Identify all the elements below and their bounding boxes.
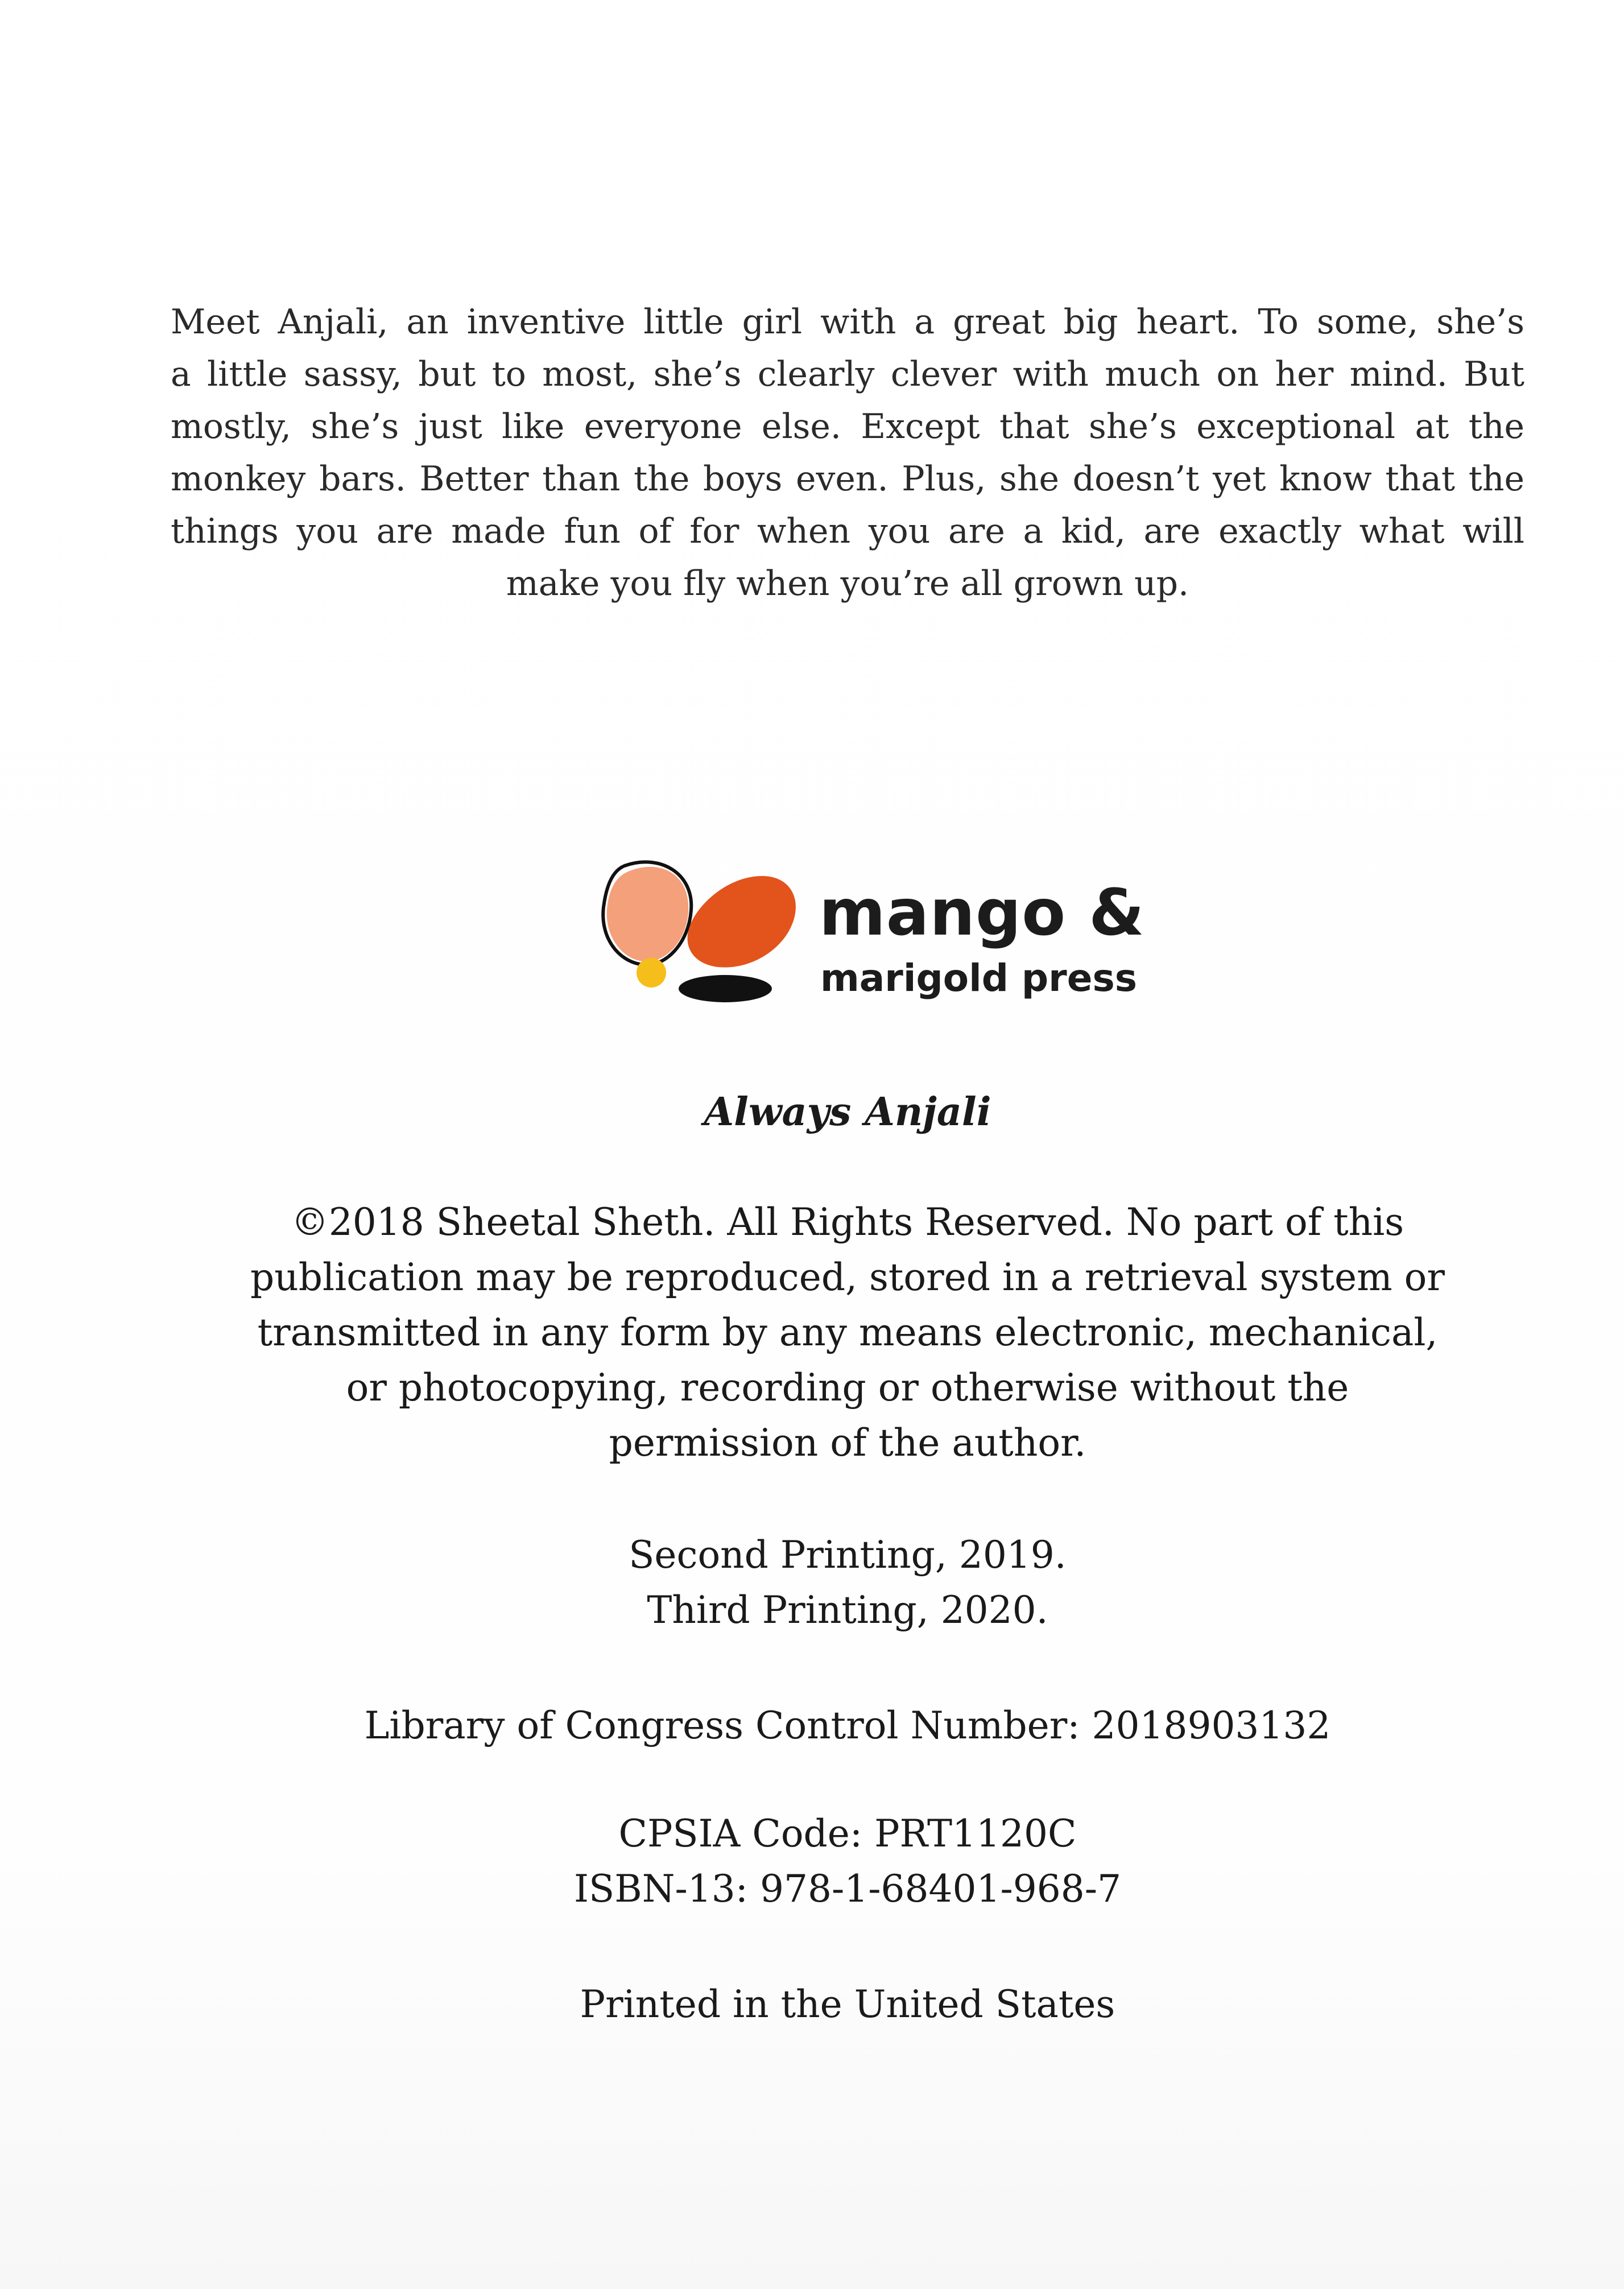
blurb-line: a little sassy, but to most, she’s clearly clever with much on her mind. But	[171, 354, 1524, 394]
publisher-name-line2: marigold press	[820, 956, 1138, 1000]
blurb-line: things you are made fun of for when you are a kid, are exactly what will	[171, 511, 1524, 551]
blurb-line: monkey bars. Better than the boys even. Plus, she doesn’t yet know that the	[171, 459, 1524, 499]
blurb-line: mostly, she’s just like everyone else. Except that she’s exceptional at the	[171, 407, 1524, 447]
copyright-line: transmitted in any form by any means electronic, mechanical,	[257, 1311, 1438, 1354]
mango-marigold-logo-icon	[592, 853, 808, 1024]
copyright-line: publication may be reproduced, stored in a retrieval system or	[250, 1255, 1445, 1299]
book-title: Always Anjali	[704, 1089, 991, 1135]
library-of-congress-number: Library of Congress Control Number: 2018903132	[364, 1704, 1331, 1747]
blurb-line: make you fly when you’re all grown up.	[506, 564, 1189, 604]
product-codes	[171, 1806, 1524, 1916]
back-cover-blurb	[171, 296, 1524, 610]
second-printing: Second Printing, 2019.	[629, 1533, 1067, 1577]
copyright-line: ©2018 Sheetal Sheth. All Rights Reserved. No part of this	[291, 1200, 1404, 1244]
isbn-code: ISBN-13: 978-1-68401-968-7	[573, 1867, 1122, 1911]
publisher-logo	[592, 853, 1149, 1024]
blurb-line: Meet Anjali, an inventive little girl with a great big heart. To some, she’s	[171, 302, 1524, 342]
publisher-name-line1: mango &	[819, 876, 1145, 950]
printing-history	[171, 1527, 1524, 1638]
copyright-notice	[171, 1195, 1524, 1470]
printed-in: Printed in the United States	[580, 1982, 1115, 2026]
third-printing: Third Printing, 2020.	[647, 1588, 1048, 1632]
cpsia-code: CPSIA Code: PRT1120C	[618, 1812, 1077, 1856]
copyright-line: permission of the author.	[609, 1421, 1086, 1465]
copyright-line: or photocopying, recording or otherwise without the	[346, 1366, 1349, 1410]
